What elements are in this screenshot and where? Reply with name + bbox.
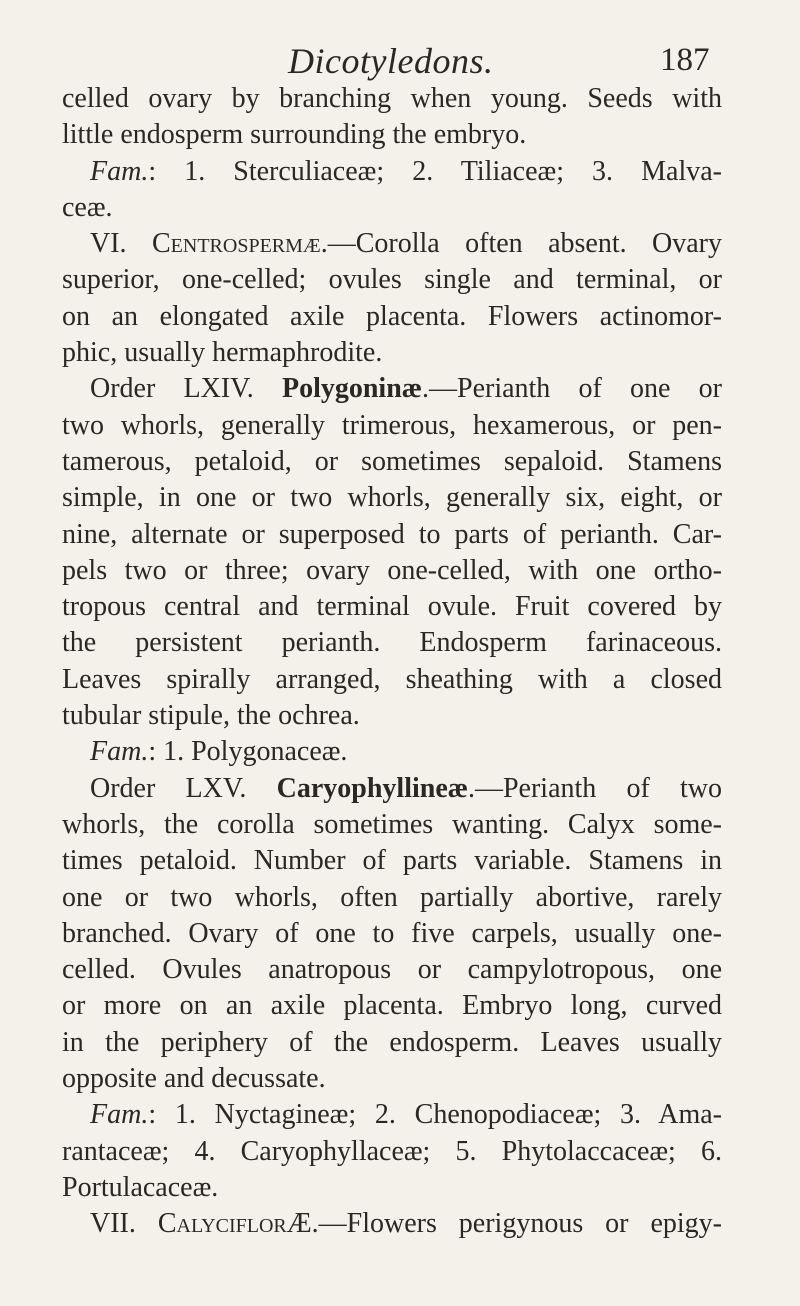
fam-label: Fam. (90, 736, 149, 768)
text-segment: .—Perianth of two (467, 772, 723, 804)
text-line (62, 444, 722, 480)
order-name: Polygoninæ (281, 373, 422, 405)
text-line (62, 190, 722, 226)
page-header (0, 22, 800, 82)
text-line (62, 408, 722, 444)
text-line (62, 1134, 722, 1170)
text-line (62, 1025, 722, 1061)
text-line (62, 226, 722, 262)
group-name: Calyciflor (157, 1208, 287, 1240)
text-line (62, 262, 722, 298)
text-line (62, 1061, 722, 1097)
text-segment: or more on an axile placenta. Embryo long, curved (62, 990, 722, 1022)
text-line (62, 807, 722, 843)
running-title: Dicotyledons. (288, 41, 494, 81)
text-segment: : 1. Nyctagineæ; 2. Chenopodiaceæ; 3. Ama- (148, 1099, 722, 1131)
text-segment: simple, in one or two whorls, generally six, eight, or (62, 482, 722, 514)
text-segment: celled. Ovules anatropous or campylotropous, one (62, 954, 722, 986)
text-segment: two whorls, generally trimerous, hexamerous, or pen- (62, 409, 722, 441)
order-name: Caryophyllineæ (276, 772, 468, 804)
text-line (62, 335, 722, 371)
text-segment: on an elongated axile placenta. Flowers actinomor- (62, 300, 722, 332)
text-segment: branched. Ovary of one to five carpels, usually one- (62, 917, 722, 949)
text-line (62, 880, 722, 916)
fam-label: Fam. (90, 1099, 149, 1131)
text-line (62, 480, 722, 516)
text-line (62, 698, 722, 734)
text-segment: rantaceæ; 4. Caryophyllaceæ; 5. Phytolaccaceæ; 6. (62, 1135, 722, 1167)
text-line (62, 916, 722, 952)
text-segment: tamerous, petaloid, or sometimes sepaloid. Stamens (62, 445, 722, 477)
text-segment: one or two whorls, often partially abortive, rarely (62, 881, 722, 913)
text-segment: tubular stipule, the ochrea. (62, 700, 360, 732)
text-segment: VI. (90, 228, 152, 260)
page-number: 187 (660, 42, 710, 78)
text-segment: Portulacaceæ. (62, 1171, 219, 1203)
text-line (62, 1170, 722, 1206)
text-segment: superior, one-celled; ovules single and terminal, or (62, 264, 722, 296)
text-segment: times petaloid. Number of parts variable. Stamens in (62, 845, 722, 877)
text-line (62, 625, 722, 661)
text-segment: Leaves spirally arranged, sheathing with a closed (62, 663, 722, 695)
text-segment: whorls, the corolla sometimes wanting. Calyx some- (62, 808, 722, 840)
text-line (62, 771, 722, 807)
text-segment: Order LXIV. (90, 373, 282, 405)
text-segment: little endosperm surrounding the embryo. (62, 119, 527, 151)
text-segment: tropous central and terminal ovule. Fruit covered by (62, 591, 722, 623)
text-segment: in the periphery of the endosperm. Leaves usually (62, 1026, 722, 1058)
text-line (62, 81, 722, 117)
fam-label: Fam. (90, 155, 149, 187)
text-segment: Order LXV. (90, 772, 277, 804)
text-line (62, 589, 722, 625)
text-line (62, 299, 722, 335)
text-line (62, 952, 722, 988)
text-line (62, 517, 722, 553)
text-line (62, 662, 722, 698)
text-line (62, 1097, 722, 1133)
text-segment: ceæ. (62, 191, 113, 223)
text-segment: pels two or three; ovary one-celled, with one ortho- (62, 554, 722, 586)
text-line (62, 988, 722, 1024)
group-name: Centrospermæ (151, 228, 321, 260)
text-segment: the persistent perianth. Endosperm farinaceous. (62, 627, 722, 659)
text-line (62, 553, 722, 589)
text-segment: phic, usually hermaphrodite. (62, 337, 383, 369)
text-segment: .—Perianth of one or (422, 373, 722, 405)
text-segment: celled ovary by branching when young. Seeds with (62, 83, 722, 114)
text-segment: Æ.—Flowers perigynous or epigy- (286, 1208, 722, 1240)
body-text (62, 81, 722, 1243)
text-segment: : 1. Sterculiaceæ; 2. Tiliaceæ; 3. Malva- (148, 155, 722, 187)
text-segment: opposite and decussate. (62, 1063, 326, 1095)
text-line (62, 1206, 722, 1242)
text-segment: .—Corolla often absent. Ovary (320, 228, 723, 260)
text-line (62, 734, 722, 770)
text-segment: VII. (90, 1208, 158, 1240)
text-line (62, 371, 722, 407)
text-segment: nine, alternate or superposed to parts of perianth. Car- (62, 518, 722, 550)
text-line (62, 154, 722, 190)
text-line (62, 843, 722, 879)
text-line (62, 117, 722, 153)
text-segment: : 1. Polygonaceæ. (148, 736, 348, 768)
